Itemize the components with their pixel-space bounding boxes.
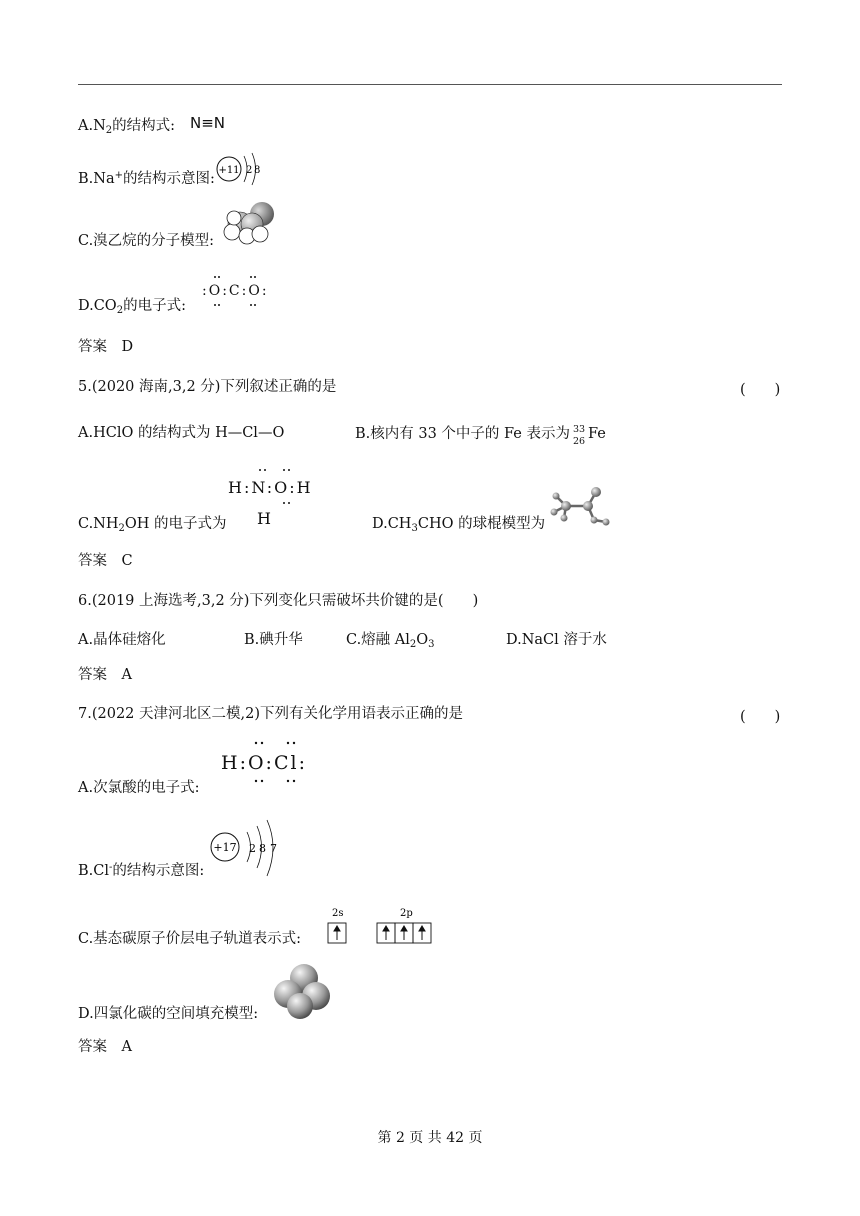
sodium-ion-structure-diagram [214,152,266,188]
triple-bond-formula: N≡N [190,114,226,132]
co2-electron-dots [205,274,265,310]
hclo-electron-dots [240,740,310,786]
orbital-label-2s: 2s [332,908,344,919]
nucleus-charge: +17 [213,841,237,854]
q7-option-a: A.次氯酸的电子式: [78,780,200,796]
q5-option-a: A.HClO 的结构式为 H—Cl—O [78,425,285,441]
page-number-footer: 第 2 页 共 42 页 [377,1130,483,1146]
q6-option-a: A.晶体硅熔化 [78,632,166,648]
orbital-label-2p: 2p [400,908,413,919]
nucleus-charge: +11 [218,165,240,176]
shell-1-count: 2 [246,165,253,176]
q6-option-c: C.熔融 $Al_2O_3$ [346,632,435,650]
q4-option-d: $D.CO_2$的电子式: [78,298,186,316]
q5-stem: 5.(2020 海南,3,2 分)下列叙述正确的是 [78,379,337,395]
ccl4-space-filling-model [272,962,332,1022]
shell-1-count: 2 [249,842,256,855]
q6-answer: 答案 A [78,667,132,683]
q6-option-b: B.碘升华 [244,632,303,648]
q4-option-c: C.溴乙烷的分子模型: [78,233,215,249]
q5-option-d: $D.CH_3CHO$ 的球棍模型为 [372,516,546,534]
shell-2-count: 8 [254,165,261,176]
nh2oh-electron-dots [250,467,300,507]
header-rule [78,84,782,85]
shell-2-count: 8 [259,842,266,855]
nh2oh-formula-bottom: H [257,509,271,528]
hclo-electron-formula: H:O:Cl: [221,752,307,774]
q4-option-a: $A.N_2$的结构式: [78,118,176,136]
carbon-orbital-diagram [322,905,446,947]
q7-answer-paren: ( ) [740,709,781,725]
q7-option-b: B.Cl-的结构示意图: [78,862,205,879]
iron-isotope-notation: 33 26 [573,424,586,447]
nh2oh-formula-row: H:N:O:H [228,478,313,497]
acetaldehyde-ball-stick-model [548,484,614,530]
shell-3-count: 7 [270,842,277,855]
q4-answer: 答案 D [78,339,134,355]
q7-answer: 答案 A [78,1039,132,1055]
bromoethane-model-image [222,200,278,246]
q7-option-d: D.四氯化碳的空间填充模型: [78,1006,259,1022]
q5-option-b: B.核内有 33 个中子的 Fe 表示为 33 26 Fe [355,424,606,447]
q5-option-c: $C.NH_2OH$ 的电子式为 [78,516,227,534]
q4-option-b: B.Na+的结构示意图: [78,170,215,187]
q5-answer: 答案 C [78,553,133,569]
q6-option-d: D.NaCl 溶于水 [506,632,607,648]
q6-stem: 6.(2019 上海选考,3,2 分)下列变化只需破坏共价键的是( ) [78,593,479,609]
chloride-ion-structure-diagram [207,818,287,880]
co2-electron-formula: :O:C:O: [202,283,269,299]
q7-stem: 7.(2022 天津河北区二模,2)下列有关化学用语表示正确的是 [78,706,463,722]
q5-answer-paren: ( ) [740,382,781,398]
q7-option-c: C.基态碳原子价层电子轨道表示式: [78,931,302,947]
